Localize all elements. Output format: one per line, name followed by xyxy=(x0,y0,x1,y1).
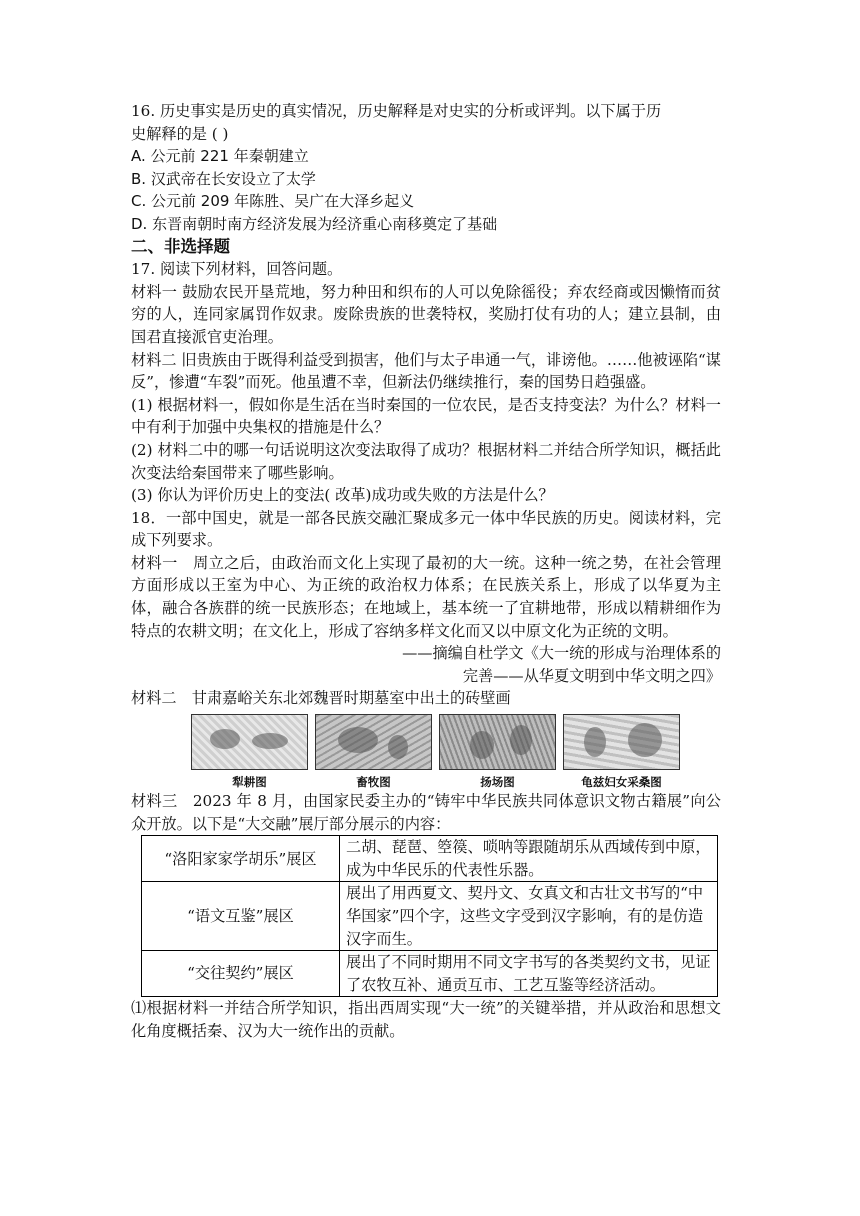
q16-option-a: A. 公元前 221 年秦朝建立 xyxy=(131,147,309,166)
question-16 xyxy=(131,100,721,236)
figure-caption-winnowing: 扬场图 xyxy=(480,775,515,790)
table-cell-area: “洛阳家家学胡乐”展区 xyxy=(142,836,340,882)
table-cell-content: 展出了用西夏文、契丹文、女真文和古壮文书写的“中华国家”四个字，这些文字受到汉字影响，有的是仿造汉字而生。 xyxy=(340,882,718,951)
table-cell-content: 二胡、琵琶、箜篌、唢呐等跟随胡乐从西域传到中原，成为中华民乐的代表性乐器。 xyxy=(340,836,718,882)
mulberry-image xyxy=(563,714,680,770)
q18-source-line1: ——摘编自杜学文《大一统的形成与治理体系的 xyxy=(402,644,721,663)
table-row xyxy=(142,951,718,997)
table-cell-content: 展出了不同时期用不同文字书写的各类契约文书，见证了农牧互补、通贡互市、工艺互鉴等经济活动。 xyxy=(340,951,718,997)
table-row xyxy=(142,836,718,882)
table-cell-area: “语文互鉴”展区 xyxy=(142,882,340,951)
question-17 xyxy=(131,258,721,507)
q18-stem: 18．一部中国史，就是一部各民族交融汇聚成多元一体中华民族的历史。阅读材料，完成下列要求。 xyxy=(131,508,721,550)
q16-option-b: B. 汉武帝在长安设立了太学 xyxy=(131,169,316,188)
figure-winnowing xyxy=(439,714,556,790)
q17-sub-question-1: (1) 根据材料一，假如你是生活在当时秦国的一位农民，是否支持变法？为什么？材料一中有利于加强中央集权的措施是什么？ xyxy=(131,395,721,437)
q16-stem-line2: 史解释的是 ( ) xyxy=(131,124,229,143)
herding-image xyxy=(315,714,432,770)
q18-material-2: 材料二 甘肃嘉峪关东北郊魏晋时期墓室中出土的砖壁画 xyxy=(131,689,511,708)
figure-herding xyxy=(315,714,432,790)
q18-material-3: 材料三 2023 年 8 月，由国家民委主办的“铸牢中华民族共同体意识文物古籍展”向公众开放。以下是“大交融”展厅部分展示的内容： xyxy=(131,792,721,833)
table-row xyxy=(142,882,718,951)
q17-sub-question-2: (2) 材料二中的哪一句话说明这次变法取得了成功？根据材料二并结合所学知识，概括此次变法给秦国带来了哪些影响。 xyxy=(131,440,721,482)
table-cell-area: “交往契约”展区 xyxy=(142,951,340,997)
figure-caption-plowing: 犁耕图 xyxy=(232,775,267,790)
exhibition-table xyxy=(141,835,718,997)
q17-sub-question-3: (3) 你认为评价历史上的变法( 改革)成功或失败的方法是什么？ xyxy=(131,486,554,505)
q16-option-d: D. 东晋南朝时南方经济发展为经济重心南移奠定了基础 xyxy=(131,214,498,233)
q18-material-1: 材料一 周立之后，由政治而文化上实现了最初的大一统。这种一统之势，在社会管理方面形成以王室为中心、为正统的政治权力体系；在民族关系上，形成了以华夏为主体，融合各族群的统一民族形态；在地域上，基本统一了宜耕地带，形成以精耕细作为特点的农耕文明；在文化上，形成了容纳多样文化而又以中原文化为正统的文明。 xyxy=(131,553,721,640)
q18-sub-question-1: ⑴根据材料一并结合所学知识，指出西周实现“大一统”的关键举措，并从政治和思想文化角度概括秦、汉为大一统作出的贡献。 xyxy=(131,999,721,1040)
section-title: 二、非选择题 xyxy=(131,236,230,256)
q17-material-2: 材料二 旧贵族由于既得利益受到损害，他们与太子串通一气，诽谤他。……他被诬陷“谋反”，惨遭“车裂”而死。他虽遭不幸，但新法仍继续推行，秦的国势日趋强盛。 xyxy=(131,350,721,392)
figure-caption-herding: 畜牧图 xyxy=(356,775,391,790)
brick-painting-figures xyxy=(191,714,721,790)
figure-mulberry xyxy=(563,714,680,790)
q17-material-1: 材料一 鼓励农民开垦荒地，努力种田和织布的人可以免除徭役；弃农经商或因懒惰而贫穷的人，连同家属罚作奴隶。废除贵族的世袭特权，奖励打仗有功的人；建立县制，由国君直接派官吏治理。 xyxy=(131,282,721,346)
q16-option-c: C. 公元前 209 年陈胜、吴广在大泽乡起义 xyxy=(131,192,415,211)
figure-caption-mulberry: 龟兹妇女采桑图 xyxy=(581,775,662,790)
exam-page xyxy=(131,100,721,1043)
plowing-image xyxy=(191,714,308,770)
winnowing-image xyxy=(439,714,556,770)
q16-stem-line1: 16. 历史事实是历史的真实情况，历史解释是对史实的分析或评判。以下属于历 xyxy=(131,102,662,120)
q17-stem: 17. 阅读下列材料，回答问题。 xyxy=(131,260,343,279)
question-18 xyxy=(131,507,721,1043)
q18-source-line2: 完善——从华夏文明到中华文明之四》 xyxy=(462,666,721,685)
figure-plowing xyxy=(191,714,308,790)
